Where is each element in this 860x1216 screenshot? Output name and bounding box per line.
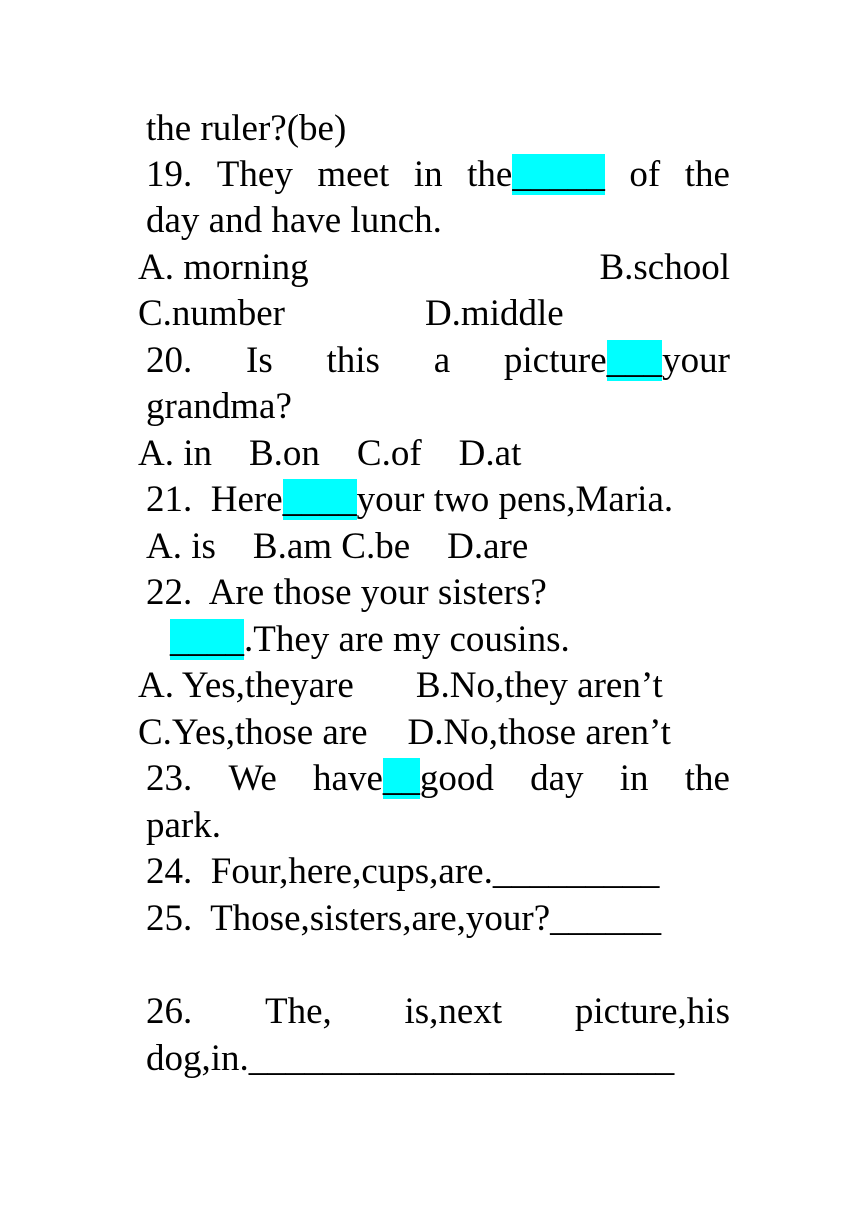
q20-answer-blank[interactable]: ___ — [606, 340, 663, 381]
q22-option-b: B.No,they aren’t — [415, 665, 663, 706]
q23-word: in — [619, 758, 649, 799]
question-19-line-1 — [146, 152, 730, 198]
q19-word: meet — [317, 154, 390, 195]
q20-number: 20. — [146, 340, 193, 381]
q20-word: Is — [246, 340, 273, 381]
q19-option-b: B.school — [599, 247, 730, 288]
q26-word: picture,his — [574, 991, 730, 1032]
q19-word-group: the_____ — [467, 154, 605, 195]
question-24-line: 24. Four,here,cups,are._________ — [146, 851, 660, 892]
q19-option-a: A. morning — [138, 247, 309, 288]
question-22-line-1: 22. Are those your sisters? — [146, 572, 547, 613]
q19-word: They — [216, 154, 293, 195]
q23-word: We — [228, 758, 277, 799]
question-26-line-2: dog,in._______________________ — [146, 1038, 675, 1079]
q19-word: of — [629, 154, 661, 195]
q26-word: The, — [264, 991, 332, 1032]
q22-option-a: A. Yes,theyare — [138, 665, 354, 706]
q20-word: this — [326, 340, 380, 381]
q19-option-d: D.middle — [424, 293, 564, 334]
q26-number: 26. — [146, 991, 193, 1032]
question-20-line-1 — [146, 338, 730, 384]
q20-word-group: picture___your — [503, 340, 730, 381]
q19-word: in — [413, 154, 443, 195]
q22-option-c: C.Yes,those are — [138, 712, 368, 753]
q23-number: 23. — [146, 758, 193, 799]
question-20-options: A. in B.on C.of D.at — [138, 433, 522, 474]
q19-option-c: C.number — [138, 293, 285, 334]
q22-option-d: D.No,those aren’t — [407, 712, 671, 753]
question-19-line-2: day and have lunch. — [146, 200, 442, 241]
question-21-line: 21. Here____your two pens,Maria. — [146, 479, 674, 520]
question-21-options: A. is B.am C.be D.are — [146, 526, 529, 567]
q21-answer-blank[interactable]: ____ — [282, 479, 357, 520]
question-19-options-1 — [138, 245, 730, 291]
question-22-line-2: ____.They are my cousins. — [170, 619, 570, 660]
q22-answer-blank[interactable]: ____ — [170, 619, 244, 660]
q20-word: a — [433, 340, 451, 381]
question-23-line-2: park. — [146, 805, 221, 846]
line-ruler: the ruler?(be) — [146, 108, 347, 149]
q19-word: the — [684, 154, 730, 195]
q19-answer-blank[interactable]: _____ — [512, 154, 605, 195]
question-22-options-2 — [138, 710, 730, 756]
q23-word-group: have__good — [313, 758, 494, 799]
question-25-line: 25. Those,sisters,are,your?______ — [146, 898, 662, 939]
q23-answer-blank[interactable]: __ — [382, 758, 420, 799]
question-20-line-2: grandma? — [146, 386, 292, 427]
question-23-line-1 — [146, 756, 730, 802]
q23-word: day — [530, 758, 584, 799]
question-19-options-2 — [138, 291, 730, 337]
question-26-line-1 — [146, 989, 730, 1035]
q23-word: the — [684, 758, 730, 799]
q19-number: 19. — [146, 154, 193, 195]
q26-word: is,next — [404, 991, 503, 1032]
question-22-options-1 — [138, 663, 730, 709]
